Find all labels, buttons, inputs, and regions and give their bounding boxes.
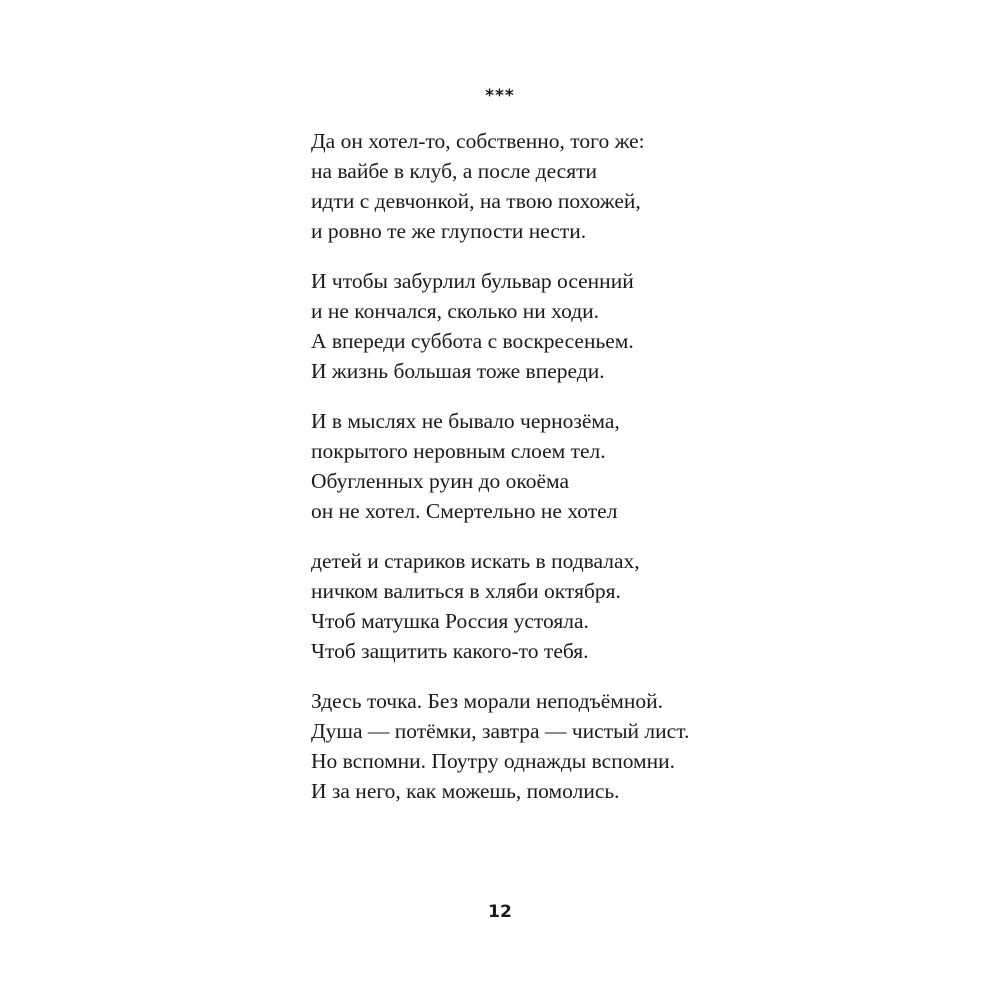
poem-line: он не хотел. Смертельно не хотел xyxy=(311,499,618,523)
poem-line: покрытого неровным слоем тел. xyxy=(311,439,606,463)
poem-line: и не кончался, сколько ни ходи. xyxy=(311,299,600,323)
poem-line: Обугленных руин до окоёма xyxy=(311,469,570,493)
poem-line: Но вспомни. Поутру однажды вспомни. xyxy=(311,749,676,773)
poem-line: Да он хотел-то, собственно, того же: xyxy=(311,129,645,153)
poem-line: Душа — потёмки, завтра — чистый лист. xyxy=(311,719,690,743)
poem-line: идти с девчонкой, на твою похожей, xyxy=(311,189,641,213)
poem-line: Чтоб защитить какого-то тебя. xyxy=(311,639,589,663)
poem-line: Здесь точка. Без морали неподъёмной. xyxy=(311,689,663,713)
poem-line: И в мыслях не бывало чернозёма, xyxy=(311,409,620,433)
section-separator: *** xyxy=(485,86,515,106)
poem-line: А впереди суббота с воскресеньем. xyxy=(311,329,634,353)
poem-line: ничком валиться в хляби октября. xyxy=(311,579,621,603)
poem-line: И за него, как можешь, помолись. xyxy=(311,779,620,803)
poem-line: детей и стариков искать в подвалах, xyxy=(311,549,640,573)
poem-line: Чтоб матушка Россия устояла. xyxy=(311,609,589,633)
stanza-2 xyxy=(311,266,871,386)
stanza-1 xyxy=(311,126,871,246)
poem xyxy=(311,126,871,826)
stanza-4 xyxy=(311,546,871,666)
poem-line: на вайбе в клуб, а после десяти xyxy=(311,159,598,183)
poem-line: и ровно те же глупости нести. xyxy=(311,219,587,243)
poem-line: И жизнь большая тоже впереди. xyxy=(311,359,605,383)
page-number: 12 xyxy=(488,902,512,922)
stanza-5 xyxy=(311,686,871,806)
stanza-3 xyxy=(311,406,871,526)
poem-line: И чтобы забурлил бульвар осенний xyxy=(311,269,634,293)
